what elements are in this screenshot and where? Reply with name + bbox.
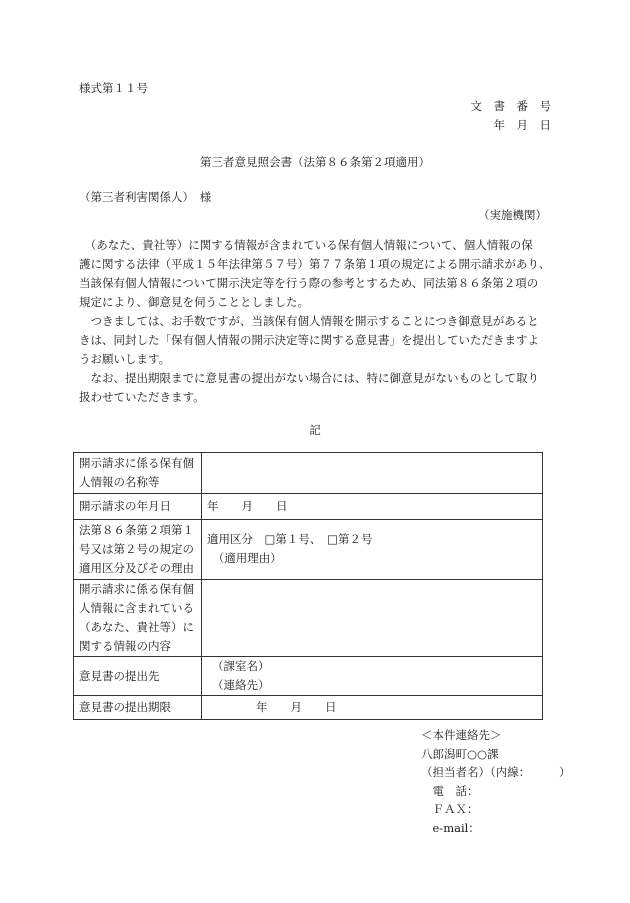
addressee: （第三者利害関係人） 様 [79,190,212,204]
contact-department: 八郎潟町○○課 [421,746,499,761]
contact-header: ＜本件連絡先＞ [421,728,502,742]
contact-person: （担当者名）（内線： ） [421,765,571,779]
table-value-request-date: 年 月 日 [202,494,543,520]
table-row [74,657,543,696]
table-label-submit-to: 意見書の提出先 [74,657,202,696]
body-line: （あなた、貴社等）に関する情報が含まれている保有個人情報について、個人情報の保 [79,238,533,252]
contact-email: e-mail： [421,820,480,835]
body-line: 規定により、御意見を伺うこととしました。 [79,295,309,309]
details-table [73,452,543,720]
table-row [74,696,543,720]
table-value-target-info [202,453,543,494]
issuer: （実施機関） [478,208,547,222]
table-row [74,494,543,520]
body-line: きは、同封した「保有個人情報の開示決定等に関する意見書」を提出していただきますよ [79,333,539,347]
body-line: うお願いします。 [79,352,171,366]
body-paragraph-1 [79,236,551,312]
table-label-info-content: 開示請求に係る保有個 人情報に含まれている （あなた、貴社等）に 関する情報の内容 [74,580,202,657]
form-number: 様式第１１号 [79,81,148,95]
table-value-deadline: 年 月 日 [202,696,543,720]
contact-fax: ＦＡＸ： [421,802,479,816]
table-row [74,453,543,494]
contact-block [421,726,571,837]
document-number: 文 書 番 号 [470,99,551,113]
table-row [74,520,543,580]
table-value-info-content [202,580,543,657]
body-line: つきましては、お手数ですが、当該保有個人情報を開示することにつき御意見があると [79,314,539,328]
table-row [74,580,543,657]
body-line: なお、提出期限までに意見書の提出がない場合には、特に御意見がないものとして取り [79,371,539,385]
contact-tel: 電 話： [421,783,479,798]
table-label-deadline: 意見書の提出期限 [74,696,202,720]
table-label-target-info: 開示請求に係る保有個 人情報の名称等 [74,453,202,494]
body-line: 当該保有個人情報について開示決定等を行う際の参考とするため、同法第８６条第２項の [79,276,539,290]
table-label-category: 法第８６条第２項第１ 号又は第２号の規定の 適用区分及びその理由 [74,520,202,580]
table-label-request-date: 開示請求の年月日 [74,494,202,520]
body-line: 扱わせていただきます。 [79,390,205,404]
page-title: 第三者意見照会書（法第８６条第２項適用） [200,155,430,169]
table-value-category: 適用区分 □第１号、 □第２号 （適用理由） [202,520,543,580]
ki-heading: 記 [309,423,321,437]
body-paragraph-3 [79,369,551,407]
document-date: 年 月 日 [493,118,551,132]
table-value-submit-to: （課室名） （連絡先） [202,657,543,696]
body-paragraph-2 [79,312,551,369]
body-line: 護に関する法律（平成１５年法律第５７号）第７７条第１項の規定による開示請求があり、 [79,257,551,271]
